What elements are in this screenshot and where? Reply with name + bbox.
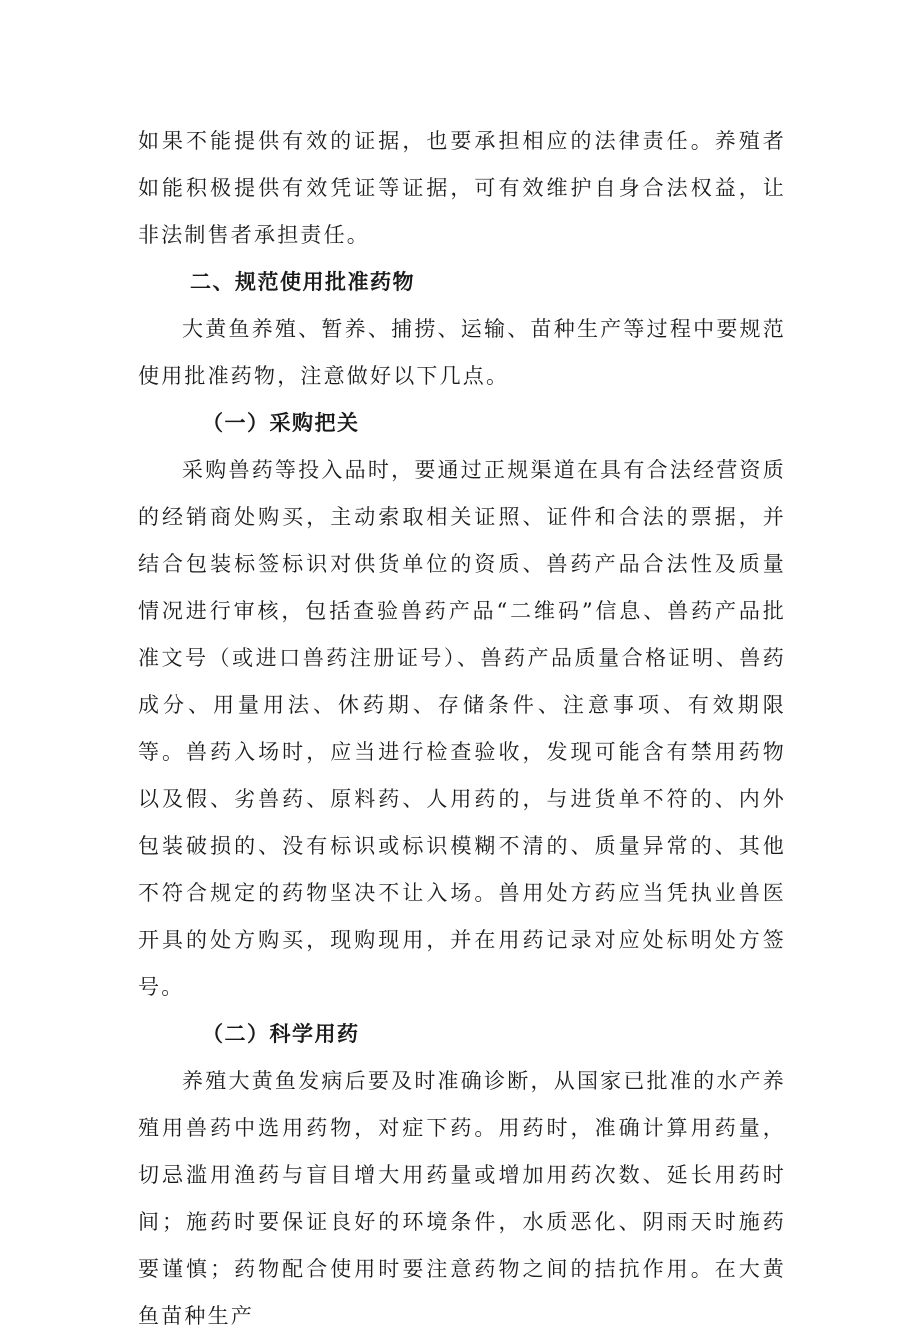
subsection-heading-scientific-use: （二）科学用药 [202, 1022, 360, 1046]
section-heading-approved-drugs: 二、规范使用批准药物 [190, 270, 415, 294]
paragraph-intro: 大黄鱼养殖、暂养、捕捞、运输、苗种生产等过程中要规范使用批准药物，注意做好以下几点。 [138, 317, 786, 388]
paragraph-scientific-use: 养殖大黄鱼发病后要及时准确诊断，从国家已批准的水产养殖用兽药中选用药物，对症下药。用药时，准确计算用药量，切忌滥用渔药与盲目增大用药量或增加用药次数、延长用药时间；施药时要保证良好的环境条件，水质恶化、阴雨天时施药要谨慎；药物配合使用时要注意药物之间的拮抗作用。在大黄鱼苗种生产 [138, 1069, 786, 1328]
subsection-heading-purchase: （一）采购把关 [202, 411, 360, 435]
document-body [138, 118, 786, 1340]
paragraph-purchase: 采购兽药等投入品时，要通过正规渠道在具有合法经营资质的经销商处购买，主动索取相关证照、证件和合法的票据，并结合包装标签标识对供货单位的资质、兽药产品合法性及质量情况进行审核，包括查验兽药产品“二维码”信息、兽药产品批准文号（或进口兽药注册证号）、兽药产品质量合格证明、兽药成分、用量用法、休药期、存储条件、注意事项、有效期限等。兽药入场时，应当进行检查验收，发现可能含有禁用药物以及假、劣兽药、原料药、人用药的，与进货单不符的、内外包装破损的、没有标识或标识模糊不清的、质量异常的、其他不符合规定的药物坚决不让入场。兽用处方药应当凭执业兽医开具的处方购买，现购现用，并在用药记录对应处标明处方签号。 [138, 458, 786, 999]
paragraph-legal-responsibility: 如果不能提供有效的证据，也要承担相应的法律责任。养殖者如能积极提供有效凭证等证据，可有效维护自身合法权益，让非法制售者承担责任。 [138, 129, 786, 247]
